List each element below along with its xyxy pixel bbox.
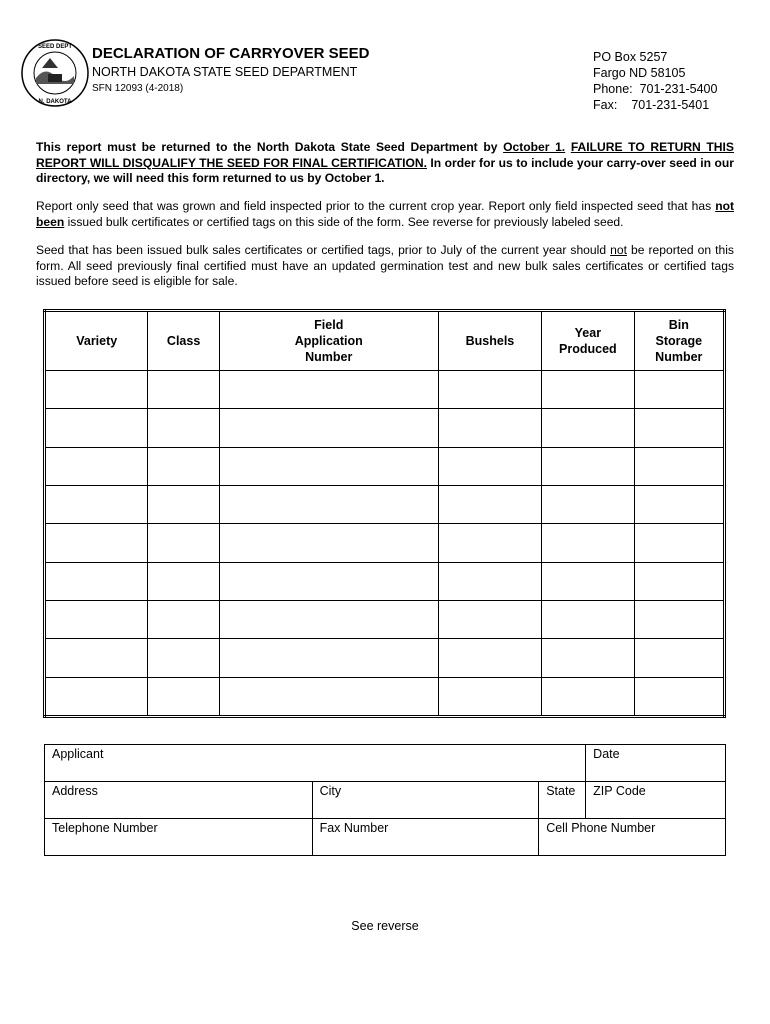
cell-class[interactable] [148,524,219,562]
table-row [45,524,725,562]
cell-class[interactable] [148,485,219,523]
address-field[interactable]: Address [45,782,313,819]
address-row [45,782,726,819]
cell-variety[interactable] [45,524,148,562]
fax-number: 701-231-5401 [631,98,710,112]
applicant-row [45,745,726,782]
cell-variety[interactable] [45,371,148,409]
p3-text-a: Seed that has been issued bulk sales certificates or certified tags, prior to July of the current year should [36,243,611,257]
cell-bin-storage-number[interactable] [634,409,724,447]
cell-year-produced[interactable] [542,371,634,409]
p2-text-b: issued bulk certificates or certified tags on this side of the form. See reverse for previously labeled seed. [64,214,624,229]
cell-year-produced[interactable] [542,562,634,600]
table-row [45,600,725,638]
cell-class[interactable] [148,639,219,677]
cell-class[interactable] [148,371,219,409]
header-bushels: Bushels [438,311,541,371]
fax-line [593,97,717,113]
header-class: Class [148,311,219,371]
department-address [593,49,717,113]
cell-year-produced[interactable] [542,600,634,638]
cell-year-produced[interactable] [542,485,634,523]
cell-field-application-number[interactable] [219,562,438,600]
cell-bushels[interactable] [438,371,541,409]
telephone-number-field[interactable]: Telephone Number [45,819,313,856]
p2-text-a: Report only seed that was grown and field inspected prior to the current crop year. Report only field inspected seed that has [36,199,716,213]
cell-bushels[interactable] [438,562,541,600]
cell-class[interactable] [148,677,219,716]
phone-number: 701-231-5400 [639,82,718,96]
instruction-paragraph-1 [36,140,734,187]
p1-deadline: October 1. [503,140,566,154]
cell-year-produced[interactable] [542,677,634,716]
header-field-application-number: Field Application Number [219,311,438,371]
cell-variety[interactable] [45,600,148,638]
applicant-field[interactable]: Applicant [45,745,586,782]
cell-class[interactable] [148,562,219,600]
instruction-paragraph-2 [36,199,734,230]
see-reverse-note: See reverse [351,919,419,933]
fax-label: Fax: [593,98,618,112]
city-field[interactable]: City [312,782,539,819]
form-number: SFN 12093 (4-2018) [92,83,184,94]
cell-bushels[interactable] [438,677,541,716]
department-name: NORTH DAKOTA STATE SEED DEPARTMENT [92,65,358,79]
form-title: DECLARATION OF CARRYOVER SEED [92,45,370,62]
cell-bin-storage-number[interactable] [634,600,724,638]
zip-code-field[interactable]: ZIP Code [586,782,726,819]
table-row [45,562,725,600]
cell-field-application-number[interactable] [219,371,438,409]
cell-bin-storage-number[interactable] [634,524,724,562]
header-year-produced: Year Produced [542,311,634,371]
state-seal-logo [20,38,90,108]
cell-bushels[interactable] [438,485,541,523]
svg-text:SEED DEPT: SEED DEPT [37,44,73,50]
cell-variety[interactable] [45,409,148,447]
table-row [45,639,725,677]
p3-text-b: be reported on this form. All seed previously final certified must have an updated germination test and new bulk sales certificates or certified tags issued before seed is eligible for sale. [36,243,734,288]
cell-field-application-number[interactable] [219,485,438,523]
table-row [45,677,725,716]
cell-bushels[interactable] [438,524,541,562]
applicant-info-table [44,744,726,856]
cell-class[interactable] [148,409,219,447]
cell-bushels[interactable] [438,639,541,677]
cell-variety[interactable] [45,485,148,523]
p1-warning: FAILURE TO RETURN THIS REPORT WILL DISQUALIFY THE SEED FOR FINAL CERTIFICATION. [36,140,734,170]
table-header-row [45,311,725,371]
header-bin-storage-number: Bin Storage Number [634,311,724,371]
cell-variety[interactable] [45,447,148,485]
cell-field-application-number[interactable] [219,677,438,716]
cell-bushels[interactable] [438,600,541,638]
state-field[interactable]: State [539,782,586,819]
cell-variety[interactable] [45,639,148,677]
cell-bushels[interactable] [438,409,541,447]
cell-bin-storage-number[interactable] [634,677,724,716]
p1-text-a: This report must be returned to the North Dakota State Seed Department by [36,140,504,154]
cell-variety[interactable] [45,677,148,716]
cell-field-application-number[interactable] [219,447,438,485]
table-row [45,371,725,409]
cell-year-produced[interactable] [542,639,634,677]
p1-text-b: In order for us to include your carry-over seed in our directory, we will need this form returned to us by October 1. [36,155,734,185]
p2-emphasis: not been [36,199,734,229]
phone-row [45,819,726,856]
date-field[interactable]: Date [586,745,726,782]
phone-label: Phone: [593,82,633,96]
cell-phone-number-field[interactable]: Cell Phone Number [539,819,726,856]
cell-class[interactable] [148,600,219,638]
cell-bin-storage-number[interactable] [634,447,724,485]
carryover-seed-table [43,309,726,718]
cell-variety[interactable] [45,562,148,600]
fax-number-field[interactable]: Fax Number [312,819,539,856]
p3-emphasis: not [610,243,627,257]
cell-bin-storage-number[interactable] [634,485,724,523]
cell-class[interactable] [148,447,219,485]
table-row [45,485,725,523]
svg-text:N. DAKOTA: N. DAKOTA [38,99,72,105]
cell-year-produced[interactable] [542,524,634,562]
instruction-paragraph-3 [36,243,734,290]
table-row [45,447,725,485]
po-box: PO Box 5257 [593,50,668,64]
cell-field-application-number[interactable] [219,600,438,638]
cell-field-application-number[interactable] [219,524,438,562]
city-line: Fargo ND 58105 [593,66,686,80]
cell-bin-storage-number[interactable] [634,371,724,409]
cell-bushels[interactable] [438,447,541,485]
header-variety: Variety [45,311,148,371]
cell-field-application-number[interactable] [219,639,438,677]
cell-bin-storage-number[interactable] [634,562,724,600]
cell-year-produced[interactable] [542,447,634,485]
cell-bin-storage-number[interactable] [634,639,724,677]
table-row [45,409,725,447]
phone-line [593,81,717,97]
cell-field-application-number[interactable] [219,409,438,447]
cell-year-produced[interactable] [542,409,634,447]
